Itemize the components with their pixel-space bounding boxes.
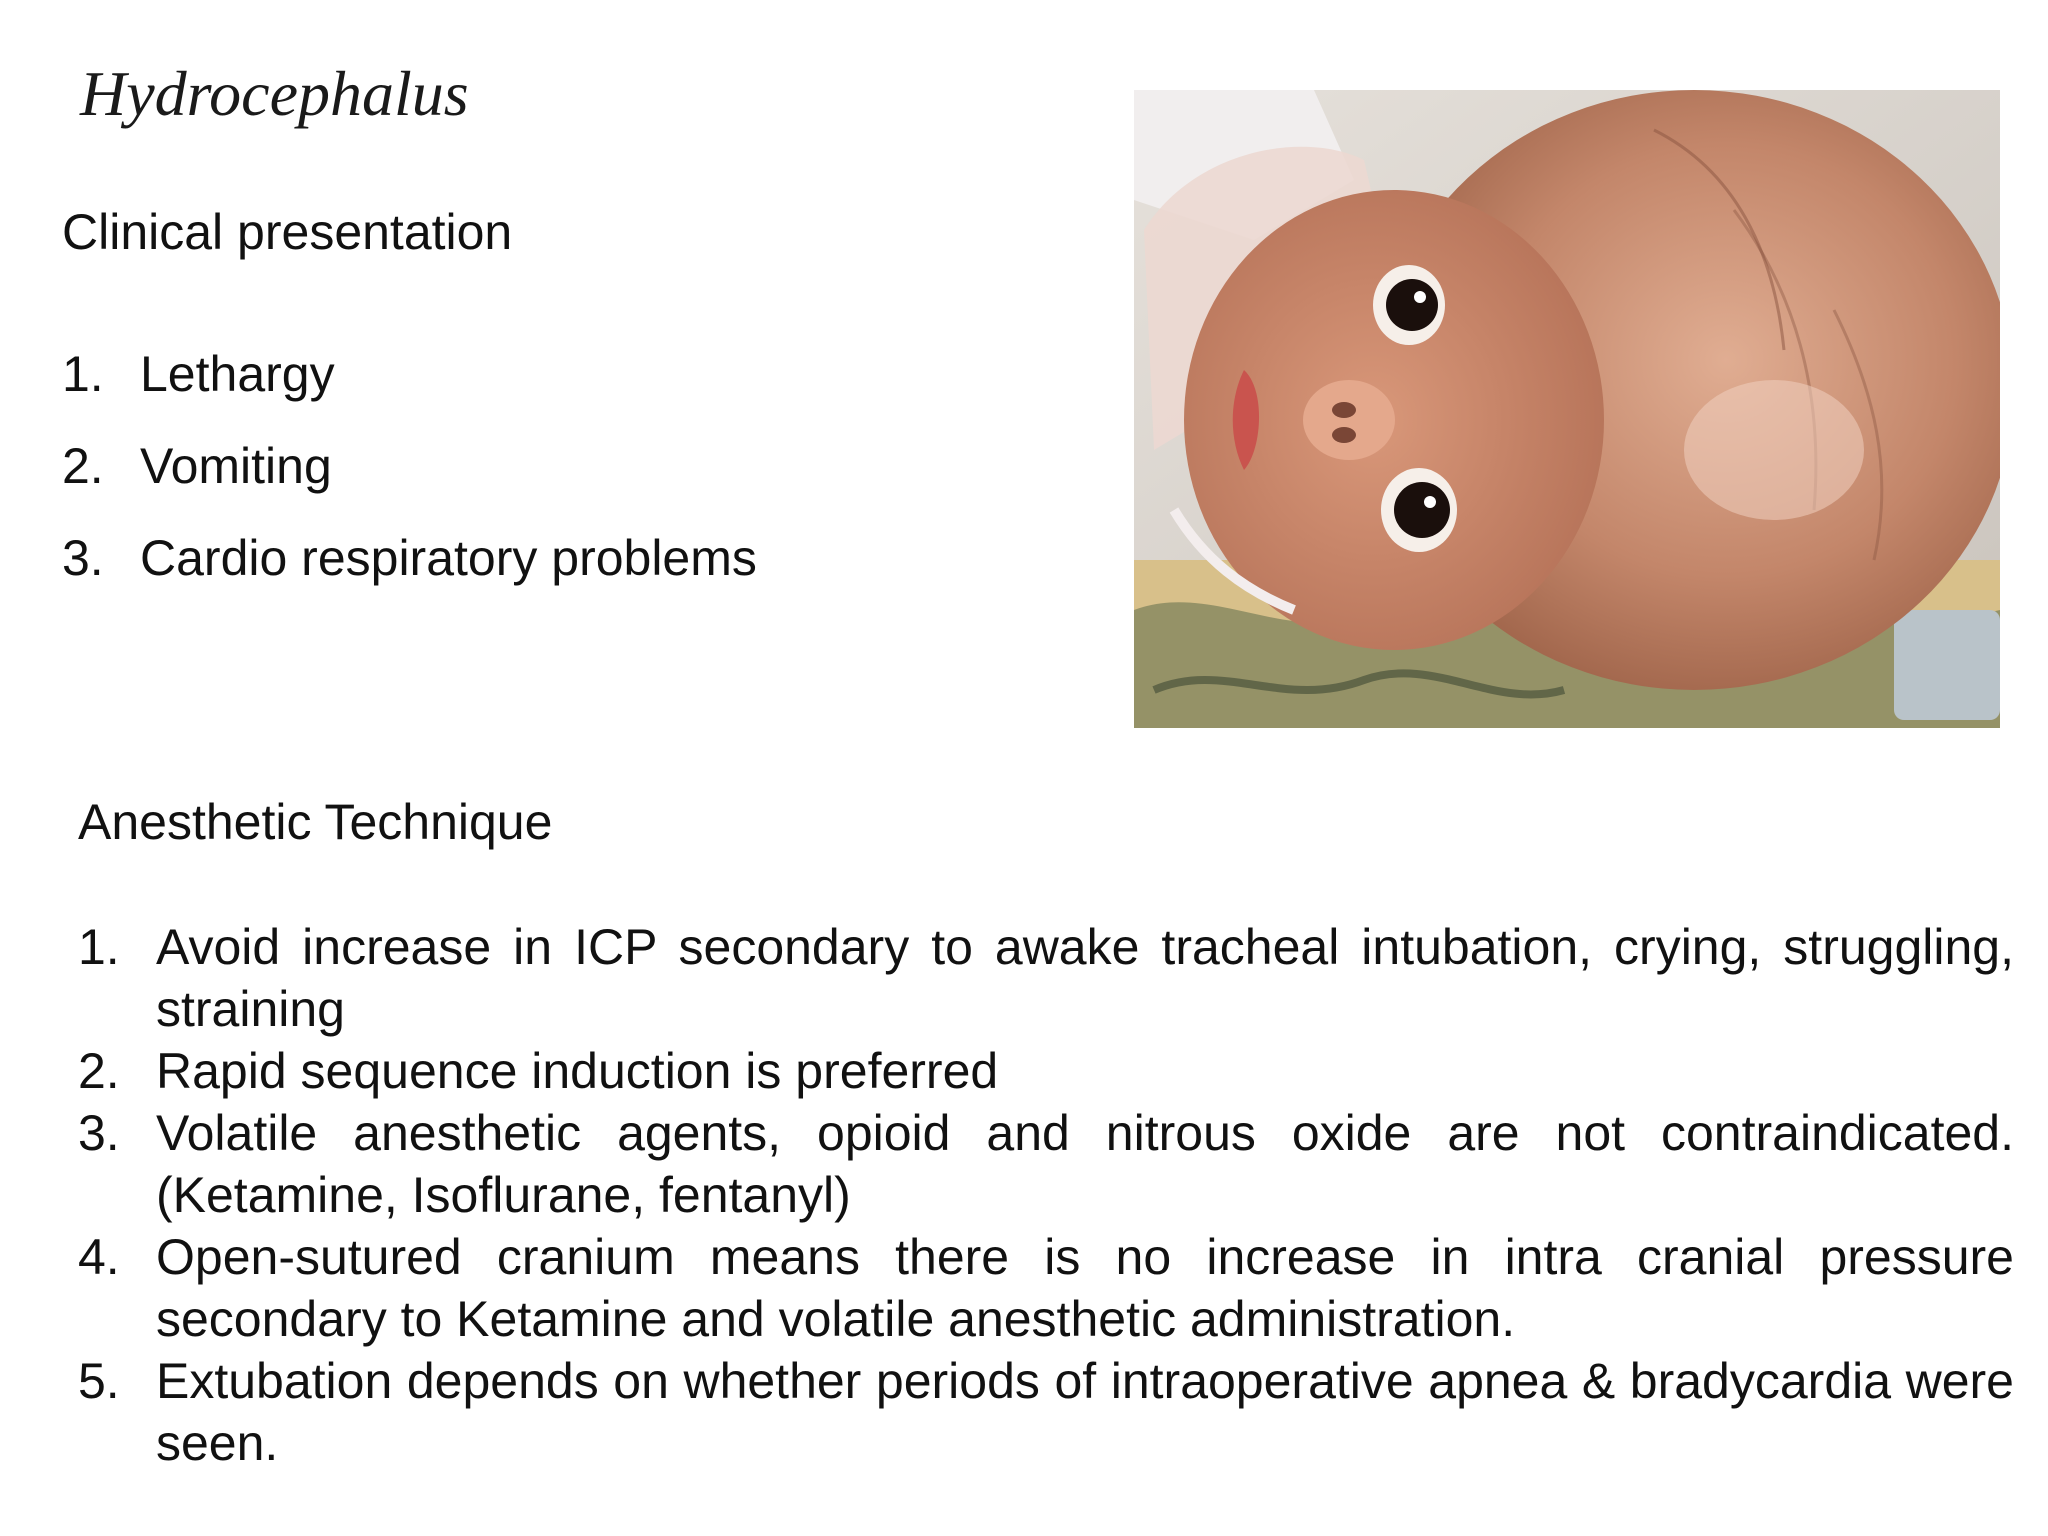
list-number: 3. bbox=[62, 530, 104, 586]
list-item bbox=[62, 434, 962, 526]
list-text: Cardio respiratory problems bbox=[140, 530, 757, 586]
list-text: Avoid increase in ICP secondary to awake tracheal intubation, crying, struggling, straining bbox=[156, 919, 2014, 1037]
list-number: 2. bbox=[62, 438, 104, 494]
list-text: Lethargy bbox=[140, 346, 335, 402]
list-number: 1. bbox=[62, 346, 104, 402]
list-text: Vomiting bbox=[140, 438, 332, 494]
list-number: 5. bbox=[78, 1353, 120, 1409]
clinical-presentation-list bbox=[62, 342, 962, 618]
list-text: Volatile anesthetic agents, opioid and nitrous oxide are not contraindicated. (Ketamine, Isoflurane, fentanyl) bbox=[156, 1105, 2014, 1223]
list-item bbox=[62, 342, 962, 434]
list-number: 2. bbox=[78, 1043, 120, 1099]
list-item bbox=[78, 916, 2014, 1040]
list-text: Rapid sequence induction is preferred bbox=[156, 1043, 999, 1099]
list-number: 4. bbox=[78, 1229, 120, 1285]
anesthetic-technique-list bbox=[78, 916, 2014, 1474]
list-number: 3. bbox=[78, 1105, 120, 1161]
infant-photo-illustration bbox=[1134, 90, 2000, 728]
slide-title: Hydrocephalus bbox=[80, 58, 469, 129]
infant-photo bbox=[1134, 90, 2000, 728]
list-number: 1. bbox=[78, 919, 120, 975]
list-text: Extubation depends on whether periods of intraoperative apnea & bradycardia were seen. bbox=[156, 1353, 2014, 1471]
list-item bbox=[78, 1226, 2014, 1350]
clinical-presentation-heading: Clinical presentation bbox=[62, 204, 513, 260]
list-item bbox=[62, 526, 962, 618]
list-item bbox=[78, 1350, 2014, 1474]
list-text: Open-sutured cranium means there is no increase in intra cranial pressure secondary to Ketamine and volatile anesthetic administration. bbox=[156, 1229, 2014, 1347]
list-item bbox=[78, 1102, 2014, 1226]
anesthetic-technique-heading: Anesthetic Technique bbox=[78, 794, 553, 850]
list-item bbox=[78, 1040, 2014, 1102]
